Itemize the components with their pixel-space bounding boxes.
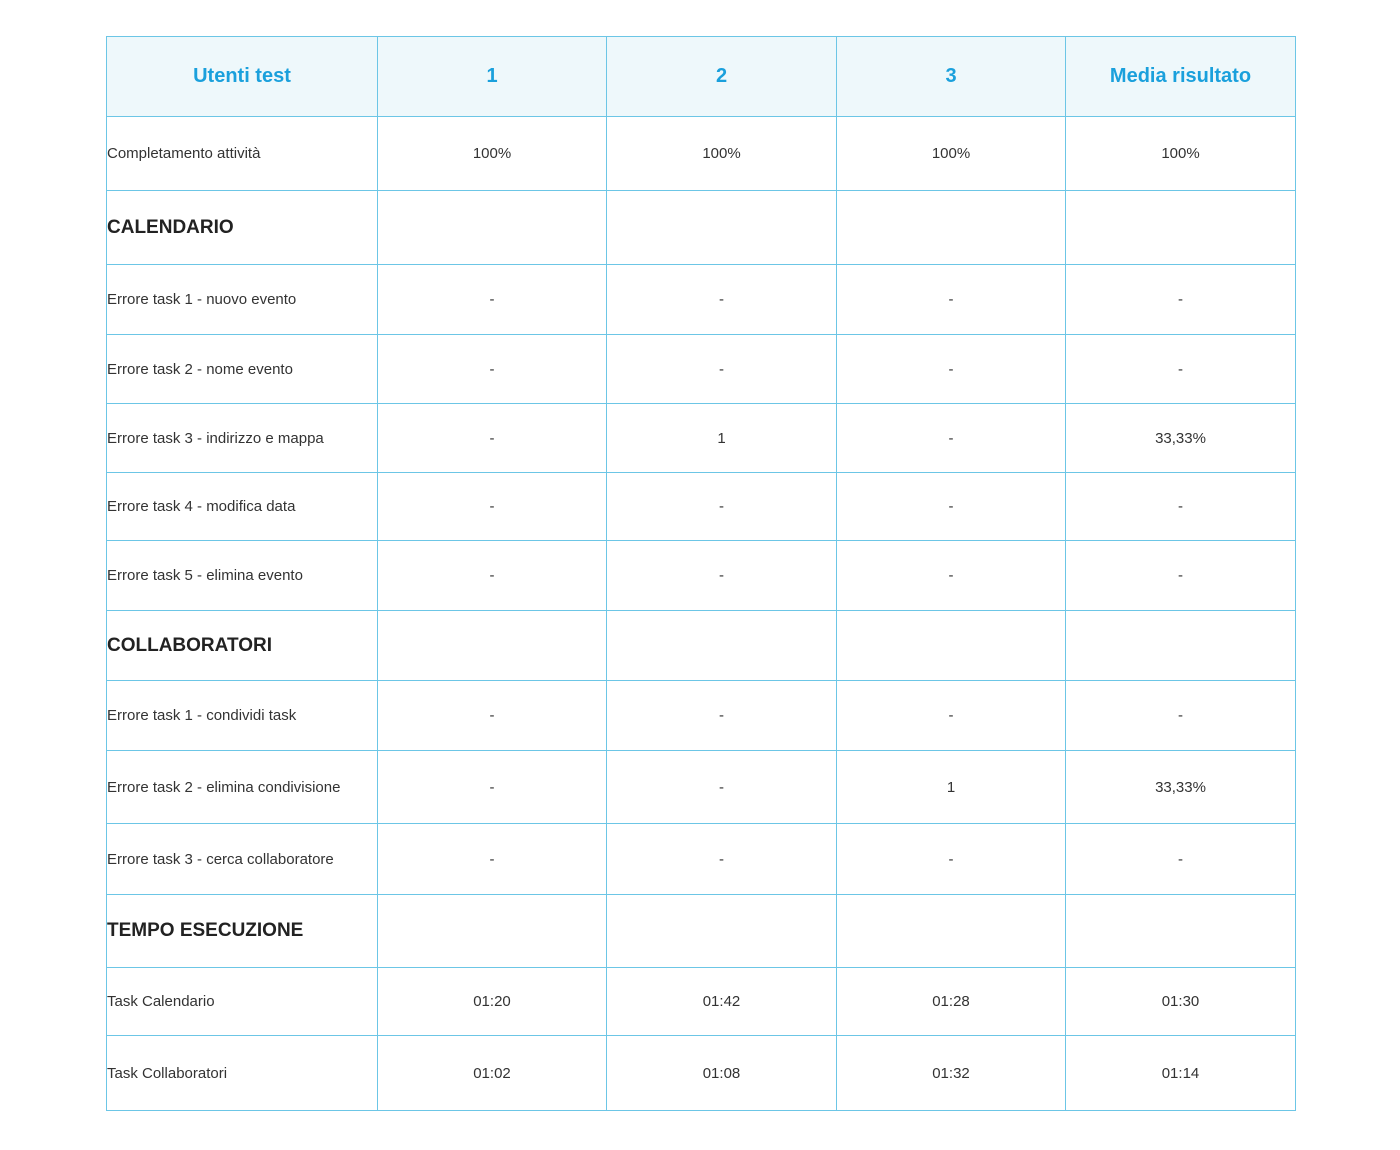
cell-value: - [1066,681,1296,751]
table-row [107,681,1296,751]
cell-value: - [378,335,607,404]
cell-value: - [378,541,607,611]
cell-value: - [378,265,607,335]
row-label: Errore task 1 - condividi task [107,681,378,751]
cell-value [378,611,607,681]
row-label: Task Calendario [107,968,378,1036]
cell-value: 100% [837,117,1066,191]
cell-value: 100% [378,117,607,191]
cell-value: - [837,473,1066,541]
row-label: Task Collaboratori [107,1036,378,1111]
cell-value: 33,33% [1066,751,1296,824]
results-table [106,36,1296,1111]
cell-value: - [378,824,607,895]
cell-value: - [1066,541,1296,611]
cell-value: - [607,751,837,824]
cell-value: - [607,473,837,541]
cell-value [837,611,1066,681]
cell-value [607,611,837,681]
cell-value: 01:42 [607,968,837,1036]
row-label: Completamento attività [107,117,378,191]
cell-value: - [837,541,1066,611]
cell-value: - [378,404,607,473]
cell-value [837,191,1066,265]
row-label: Errore task 2 - elimina condivisione [107,751,378,824]
cell-value: - [607,335,837,404]
header-user-2: 2 [607,37,837,117]
table-row [107,117,1296,191]
section-title: TEMPO ESECUZIONE [107,895,378,968]
row-label: Errore task 4 - modifica data [107,473,378,541]
cell-value: - [1066,265,1296,335]
cell-value [1066,191,1296,265]
cell-value: 01:30 [1066,968,1296,1036]
cell-value: - [837,681,1066,751]
table-row [107,968,1296,1036]
cell-value: - [1066,335,1296,404]
cell-value [378,191,607,265]
section-row [107,191,1296,265]
cell-value: 1 [607,404,837,473]
table-row [107,541,1296,611]
header-utenti-test: Utenti test [107,37,378,117]
table-row [107,473,1296,541]
row-label: Errore task 3 - indirizzo e mappa [107,404,378,473]
table-row [107,404,1296,473]
header-row [107,37,1296,117]
section-row [107,895,1296,968]
cell-value: - [378,473,607,541]
cell-value: - [837,824,1066,895]
section-title: COLLABORATORI [107,611,378,681]
cell-value: - [607,541,837,611]
table-row [107,1036,1296,1111]
cell-value: - [1066,473,1296,541]
cell-value: - [607,265,837,335]
cell-value [1066,611,1296,681]
section-row [107,611,1296,681]
cell-value: 01:02 [378,1036,607,1111]
cell-value: 01:14 [1066,1036,1296,1111]
cell-value: - [837,335,1066,404]
cell-value: - [837,404,1066,473]
cell-value: 100% [607,117,837,191]
cell-value: 01:20 [378,968,607,1036]
row-label: Errore task 2 - nome evento [107,335,378,404]
header-media-risultato: Media risultato [1066,37,1296,117]
cell-value: 01:32 [837,1036,1066,1111]
cell-value [1066,895,1296,968]
cell-value [837,895,1066,968]
table-header [107,37,1296,117]
header-user-3: 3 [837,37,1066,117]
cell-value: - [607,824,837,895]
table-body [107,117,1296,1111]
section-title: CALENDARIO [107,191,378,265]
cell-value [607,191,837,265]
cell-value: - [837,265,1066,335]
cell-value: 1 [837,751,1066,824]
row-label: Errore task 5 - elimina evento [107,541,378,611]
cell-value: 100% [1066,117,1296,191]
cell-value: 33,33% [1066,404,1296,473]
cell-value: - [607,681,837,751]
table-row [107,824,1296,895]
cell-value: - [378,751,607,824]
cell-value [607,895,837,968]
row-label: Errore task 3 - cerca collaboratore [107,824,378,895]
row-label: Errore task 1 - nuovo evento [107,265,378,335]
cell-value: 01:08 [607,1036,837,1111]
table-row [107,335,1296,404]
cell-value: 01:28 [837,968,1066,1036]
table-row [107,751,1296,824]
header-user-1: 1 [378,37,607,117]
cell-value: - [378,681,607,751]
table-row [107,265,1296,335]
cell-value [378,895,607,968]
cell-value: - [1066,824,1296,895]
